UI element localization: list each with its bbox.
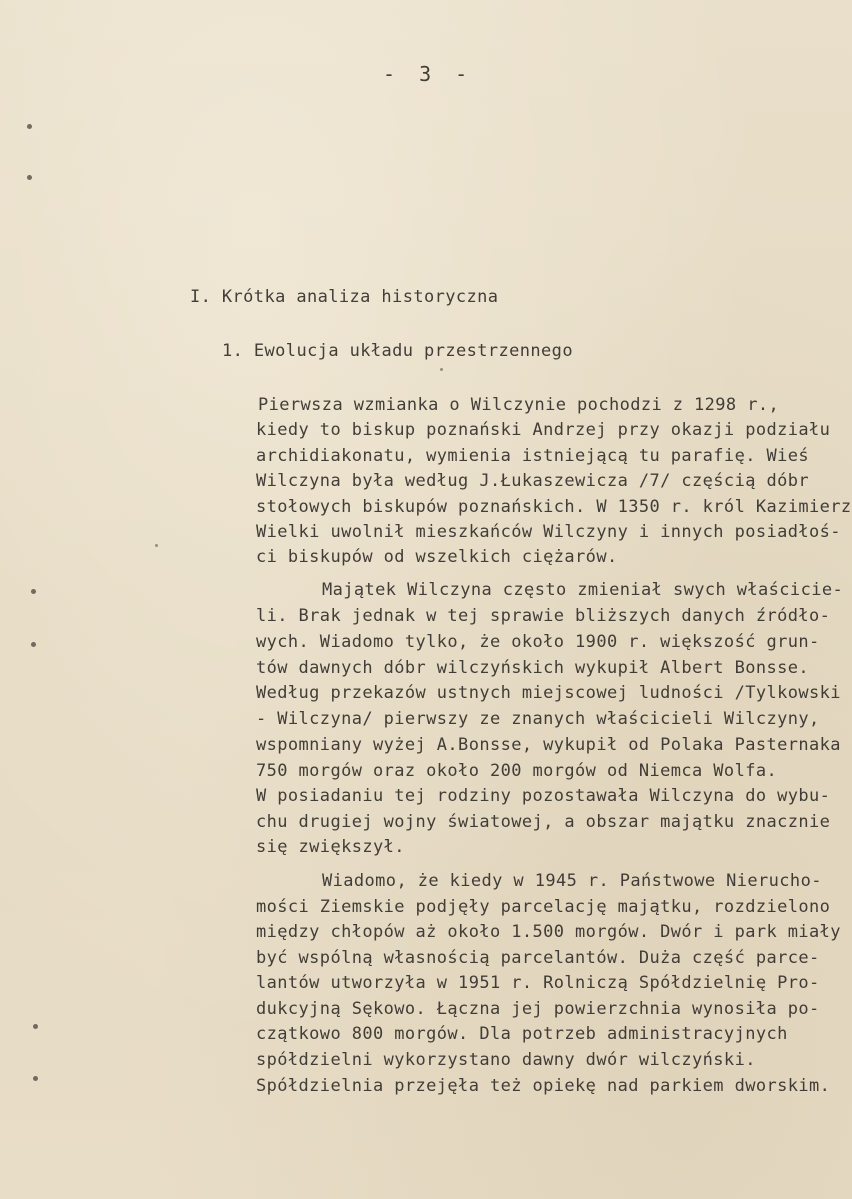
binder-hole-mark — [33, 1076, 38, 1081]
paragraph-3-line-4: być wspólną własnością parcelantów. Duża część parce- — [256, 948, 820, 968]
paragraph-1-line-6: Wielki uwolnił mieszkańców Wilczyny i innych posiadłoś- — [256, 522, 841, 542]
paragraph-2-line-7: wspomniany wyżej A.Bonsse, wykupił od Polaka Pasternaka — [256, 735, 841, 755]
paragraph-2-line-5: Według przekazów ustnych miejscowej ludności /Tylkowski — [256, 683, 841, 703]
binder-hole-mark — [27, 124, 32, 129]
paragraph-1-line-2: kiedy to biskup poznański Andrzej przy okazji podziału — [256, 420, 831, 440]
section-heading: I. Krótka analiza historyczna — [190, 287, 499, 307]
paragraph-3-line-9: Spółdzielnia przejęła też opiekę nad parkiem dworskim. — [256, 1076, 831, 1096]
page-number: - 3 - — [383, 62, 474, 86]
paragraph-3-line-8: spółdzielni wykorzystano dawny dwór wilczyński. — [256, 1050, 756, 1070]
paragraph-1-line-4: Wilczyna była według J.Łukaszewicza /7/ częścią dóbr — [256, 471, 810, 491]
paragraph-2-line-1: Majątek Wilczyna często zmieniał swych właściciе- — [322, 580, 844, 600]
paragraph-3-line-3: między chłopów aż około 1.500 morgów. Dwór i park miały — [256, 922, 841, 942]
paragraph-2-line-10: chu drugiej wojny światowej, a obszar majątku znacznie — [256, 812, 831, 832]
paragraph-3-line-1: Wiadomo, że kiedy w 1945 r. Państwowe Nierucho- — [322, 871, 822, 891]
binder-hole-mark — [31, 589, 36, 594]
paragraph-3-line-2: mości Ziemskie podjęły parcelację majątku, rozdzielono — [256, 897, 831, 917]
paragraph-1-line-1: Pierwsza wzmianka o Wilczynie pochodzi z 1298 r., — [258, 395, 780, 415]
paragraph-1-line-7: ci biskupów od wszelkich ciężarów. — [256, 547, 618, 567]
binder-hole-mark — [27, 175, 32, 180]
paper-speck — [440, 368, 443, 371]
paragraph-3-line-6: dukcyjną Sękowo. Łączna jej powierzchnia wynosiła po- — [256, 999, 820, 1019]
paper-speck — [155, 544, 158, 547]
paragraph-2-line-4: tów dawnych dóbr wilczyńskich wykupił Albert Bonsse. — [256, 658, 810, 678]
binder-hole-mark — [31, 642, 36, 647]
paragraph-2-line-8: 750 morgów oraz około 200 morgów od Niemca Wolfa. — [256, 761, 778, 781]
paragraph-2-line-2: li. Brak jednak w tej sprawie bliższych danych źródło- — [256, 606, 831, 626]
paragraph-2-line-9: W posiadaniu tej rodziny pozostawała Wilczyna do wybu- — [256, 786, 831, 806]
paragraph-3-line-7: czątkowo 800 morgów. Dla potrzeb administracyjnych — [256, 1024, 788, 1044]
paragraph-2-line-3: wych. Wiadomo tylko, że około 1900 r. większość grun- — [256, 632, 820, 652]
paragraph-2-line-11: się zwiększył. — [256, 837, 405, 857]
paragraph-2-line-6: - Wilczyna/ pierwszy ze znanych właścicieli Wilczyny, — [256, 709, 820, 729]
binder-hole-mark — [33, 1024, 38, 1029]
paragraph-3-line-5: lantów utworzyła w 1951 r. Rolniczą Spółdzielnię Pro- — [256, 973, 820, 993]
paragraph-1-line-3: archidiakonatu, wymienia istniejącą tu parafię. Wieś — [256, 446, 810, 466]
paragraph-1-line-5: stołowych biskupów poznańskich. W 1350 r. król Kazimierz — [256, 497, 852, 517]
subsection-heading: 1. Ewolucja układu przestrzennego — [222, 341, 573, 361]
